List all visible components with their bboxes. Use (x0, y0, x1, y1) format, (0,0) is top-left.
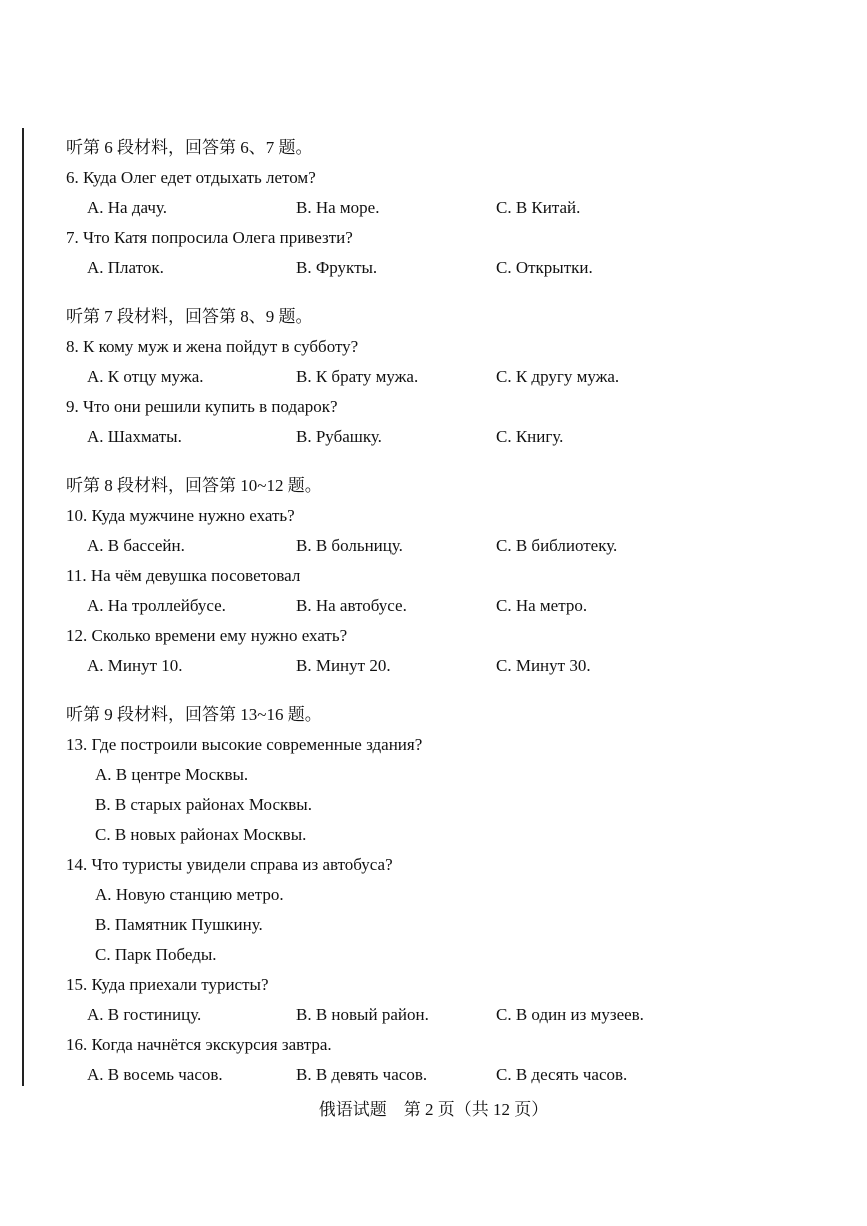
option-row (66, 1060, 826, 1090)
section-gap (66, 452, 826, 471)
question-text: 16. Когда начнётся экскурсия завтра. (66, 1035, 332, 1054)
binding-margin-line (22, 128, 24, 1086)
option-b: B. Фрукты. (296, 258, 378, 277)
option-b: B. Памятник Пушкину. (95, 915, 263, 934)
option-b: B. К брату мужа. (296, 367, 419, 386)
option-a: A. К отцу мужа. (87, 367, 204, 386)
question-text: 15. Куда приехали туристы? (66, 975, 269, 994)
option-a: A. Минут 10. (87, 656, 183, 675)
option-b: B. На море. (296, 198, 380, 217)
option-b: B. В старых районах Москвы. (95, 795, 312, 814)
option-a: A. В центре Москвы. (95, 765, 249, 784)
option-row (66, 422, 826, 452)
option-c: C. Книгу. (496, 427, 564, 446)
option-c: C. Парк Победы. (95, 945, 217, 964)
option-b: B. В девять часов. (296, 1065, 428, 1084)
option-c: C. В новых районах Москвы. (95, 825, 307, 844)
option-a: A. Шахматы. (87, 427, 182, 446)
option-row (66, 362, 826, 392)
exam-page-content (66, 133, 826, 1090)
question-text: 11. На чём девушка посоветовал (66, 566, 301, 585)
option-row (66, 1000, 826, 1030)
option-c: C. В библиотеку. (496, 536, 618, 555)
section-heading: 听第 6 段材料，回答第 6、7 题。 (66, 138, 313, 157)
option-a: A. Новую станцию метро. (95, 885, 284, 904)
option-a: A. В гостиницу. (87, 1005, 202, 1024)
question-text: 13. Где построили высокие современные здания? (66, 735, 423, 754)
option-a: A. Платок. (87, 258, 164, 277)
section-gap (66, 283, 826, 302)
option-c: C. В Китай. (496, 198, 581, 217)
option-row (66, 591, 826, 621)
option-b: B. Рубашку. (296, 427, 382, 446)
option-row (66, 651, 826, 681)
question-text: 10. Куда мужчине нужно ехать? (66, 506, 295, 525)
option-c: C. К другу мужа. (496, 367, 620, 386)
option-row (66, 531, 826, 561)
option-b: B. На автобусе. (296, 596, 407, 615)
option-c: C. На метро. (496, 596, 588, 615)
option-row (66, 253, 826, 283)
option-c: C. Открытки. (496, 258, 593, 277)
option-b: B. В больницу. (296, 536, 403, 555)
section-gap (66, 681, 826, 700)
option-c: C. В десять часов. (496, 1065, 628, 1084)
option-c: C. В один из музеев. (496, 1005, 644, 1024)
option-b: B. В новый район. (296, 1005, 429, 1024)
section-heading: 听第 7 段材料，回答第 8、9 题。 (66, 307, 313, 326)
question-text: 14. Что туристы увидели справа из автобуса? (66, 855, 393, 874)
question-text: 8. К кому муж и жена пойдут в субботу? (66, 337, 359, 356)
section-heading: 听第 8 段材料，回答第 10~12 题。 (66, 476, 322, 495)
option-row (66, 193, 826, 223)
question-text: 12. Сколько времени ему нужно ехать? (66, 626, 348, 645)
option-a: A. В восемь часов. (87, 1065, 223, 1084)
question-text: 6. Куда Олег едет отдыхать летом? (66, 168, 316, 187)
option-b: B. Минут 20. (296, 656, 391, 675)
option-a: A. В бассейн. (87, 536, 185, 555)
page-footer: 俄语试题 第 2 页（共 12 页） (318, 1100, 549, 1119)
question-text: 7. Что Катя попросила Олега привезти? (66, 228, 353, 247)
option-c: C. Минут 30. (496, 656, 591, 675)
option-a: A. На дачу. (87, 198, 167, 217)
option-a: A. На троллейбусе. (87, 596, 226, 615)
section-heading: 听第 9 段材料，回答第 13~16 题。 (66, 705, 322, 724)
question-text: 9. Что они решили купить в подарок? (66, 397, 338, 416)
